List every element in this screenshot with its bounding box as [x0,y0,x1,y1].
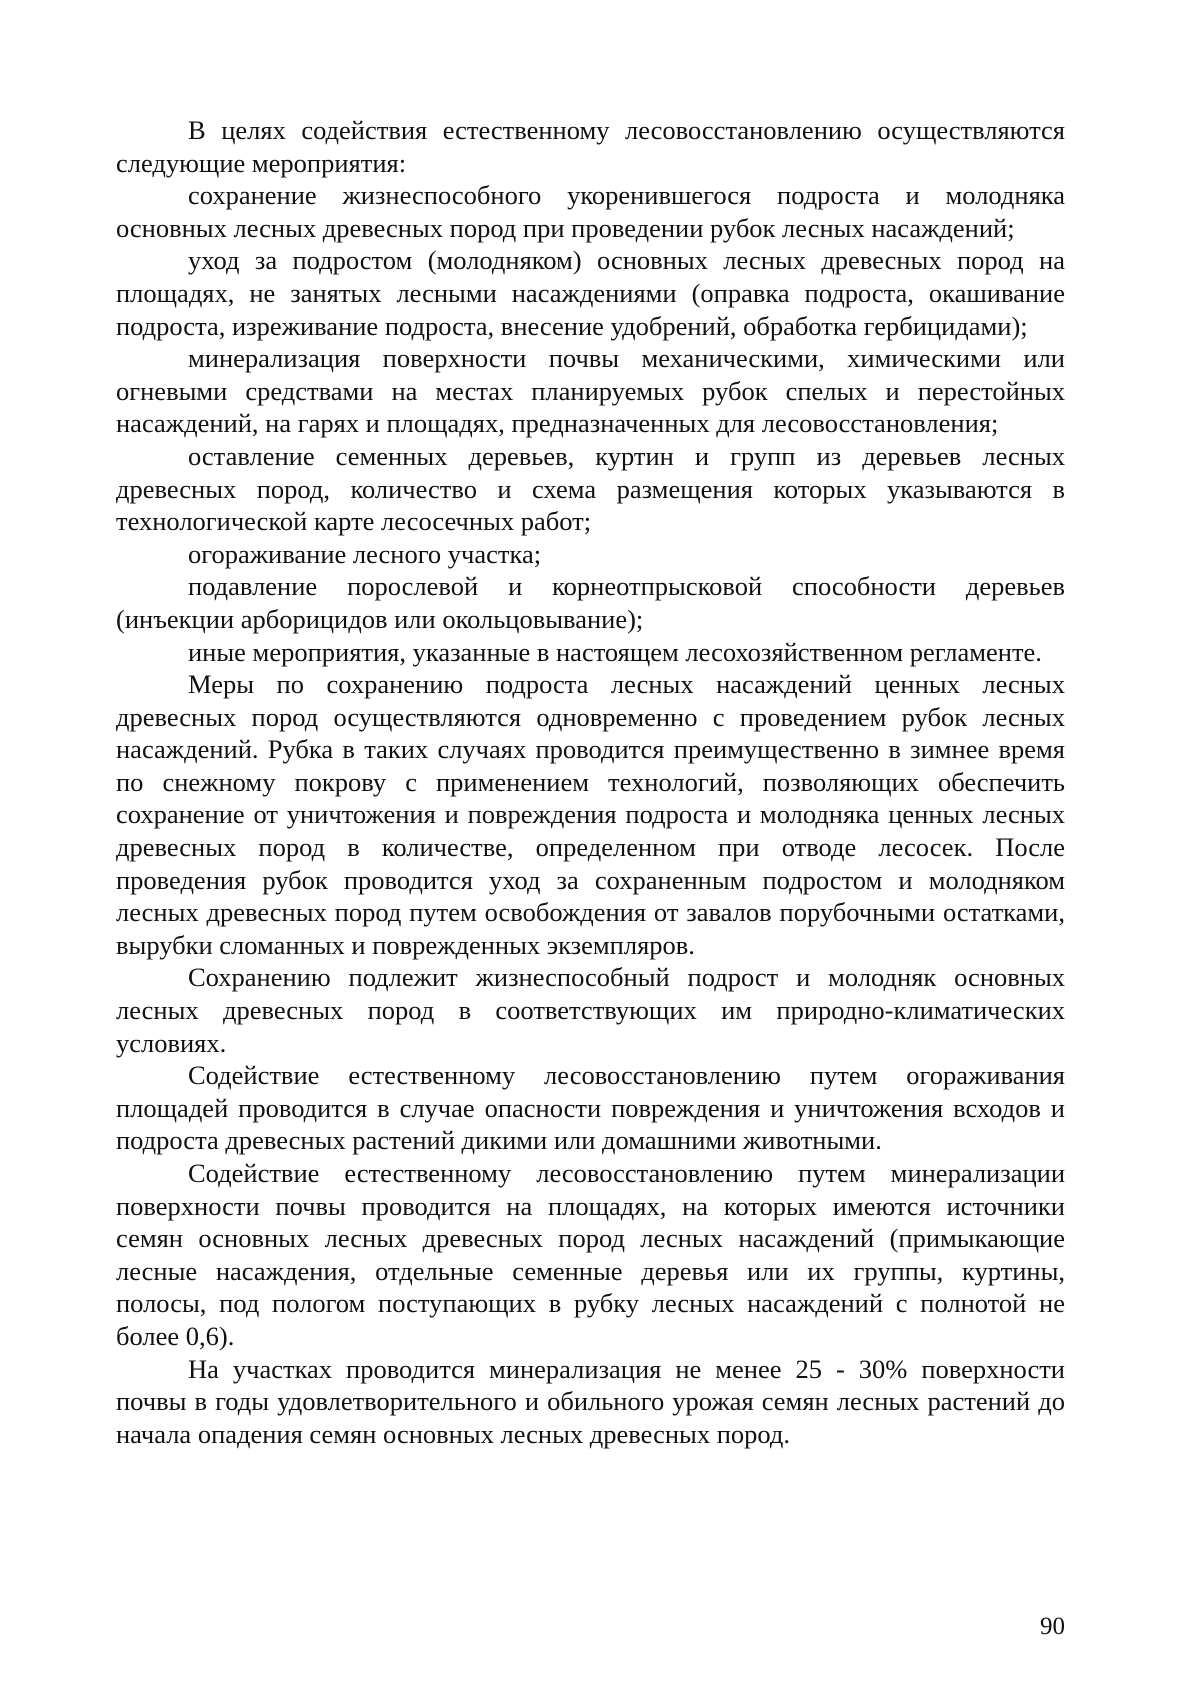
paragraph-body: Сохранению подлежит жизнеспособный подрост и молодняк основных лесных древесных пород в соответствующих им природно-климатических условиях. [116,962,1065,1058]
paragraph-intro: В целях содействия естественному лесовосстановлению осуществляются следующие мероприятия: [116,115,1065,178]
paragraph-body: На участках проводится минерализация не менее 25 - 30% поверхности почвы в годы удовлетворительного и обильного урожая семян лесных растений до начала опадения семян основных лесных древесных пород. [116,1353,1065,1449]
document-body [116,114,1065,1450]
page-number: 90 [1040,1613,1065,1640]
paragraph-list-item: оставление семенных деревьев, куртин и групп из деревьев лесных древесных пород, количество и схема размещения которых указываются в технологической карте лесосечных работ; [116,440,1065,537]
paragraph-list-item: минерализация поверхности почвы механическими, химическими или огневыми средствами на местах планируемых рубок спелых и перестойных насаждений, на гарях и площадях, предназначенных для лесовосстановления; [116,343,1065,439]
paragraph-body: Меры по сохранению подроста лесных насаждений ценных лесных древесных пород осуществляются одновременно с проведением рубок лесных насаждений. Рубка в таких случаях проводится преимущественно в зимнее время по снежному покрову с применением технологий, позволяющих обеспечить сохранение от уничтожения и повреждения подроста и молодняка ценных лесных древесных пород в количестве, определенном при отводе лесосек. После проведения рубок проводится уход за сохраненным подростом и молодняком лесных древесных пород путем освобождения от завалов порубочными остатками, вырубки сломанных и поврежденных экземпляров. [116,669,1065,960]
paragraph-list-item: иные мероприятия, указанные в настоящем лесохозяйственном регламенте. [188,636,1042,667]
paragraph-list-item: подавление порослевой и корнеотпрысковой способности деревьев (инъекции арборицидов или окольцовывание); [116,571,1065,634]
paragraph-list-item: сохранение жизнеспособного укоренившегося подроста и молодняка основных лесных древесных пород при проведении рубок лесных насаждений; [116,180,1065,243]
paragraph-list-item: огораживание лесного участка; [188,538,542,569]
paragraph-body: Содействие естественному лесовосстановлению путем огораживания площадей проводится в случае опасности повреждения и уничтожения всходов и подроста древесных растений дикими или домашними животными. [116,1060,1065,1156]
paragraph-list-item: уход за подростом (молодняком) основных лесных древесных пород на площадях, не занятых лесными насаждениями (оправка подроста, окашивание подроста, изреживание подроста, внесение удобрений, обработка гербицидами); [116,245,1065,341]
paragraph-body: Содействие естественному лесовосстановлению путем минерализации поверхности почвы проводится на площадях, на которых имеются источники семян основных лесных древесных пород лесных насаждений (примыкающие лесные насаждения, отдельные семенные деревья или их группы, куртины, полосы, под пологом поступающих в рубку лесных насаждений с полнотой не более 0,6). [116,1158,1065,1351]
